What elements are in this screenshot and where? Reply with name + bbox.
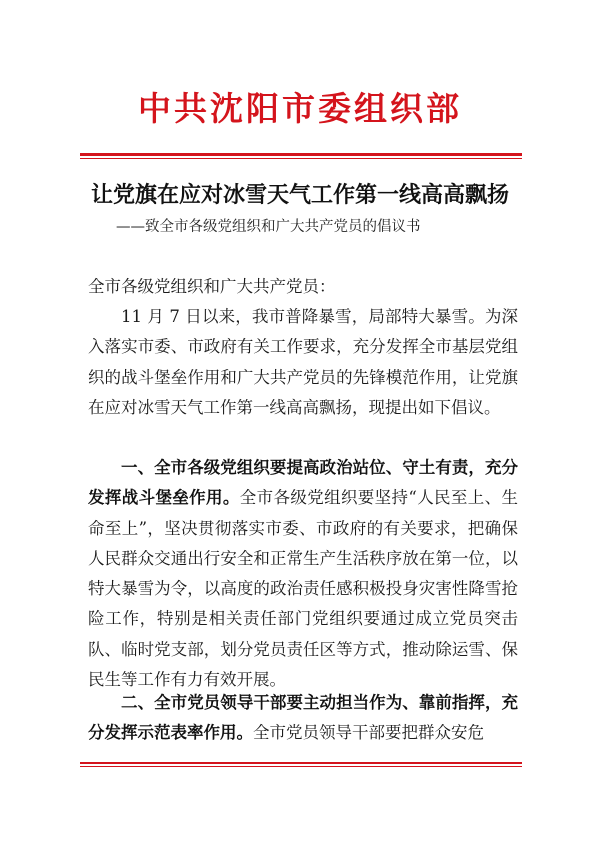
paragraph-1-text: 11 月 7 日以来，我市普降暴雪，局部特大暴雪。为深入落实市委、市政府有关工作要求，充分发挥全市基层党组织的战斗堡垒作用和广大共产党员的先锋模范作用，让党旗在应对冰雪天气工作第一线高高飘扬，现提出如下倡议。 [88,307,518,417]
paragraph-2-lead: 一、全市各级党组织要提高政治站位、守土有责，充分发挥战斗堡垒作用。 [88,458,518,508]
footer-red-rule-thick [80,762,522,764]
paragraph-3 [88,688,518,749]
document-subtitle: ——致全市各级党组织和广大共产党员的倡议书 [116,219,421,235]
footer-red-rule-thin [80,766,522,767]
paragraph-2 [88,453,518,695]
paragraph-3-lead: 二、全市党员领导干部要主动担当作为、靠前指挥，充分发挥示范表率作用。 [88,693,518,743]
paragraph-1 [88,302,518,423]
organization-header: 中共沈阳市委组织部 [138,89,462,128]
document-title: 让党旗在应对冰雪天气工作第一线高高飘扬 [90,182,509,208]
salutation: 全市各级党组织和广大共产党员： [88,277,336,296]
header-red-rule-thin [80,158,522,159]
paragraph-3-text: 全市党员领导干部要把群众安危 [253,723,484,743]
header-red-rule-thick [80,153,522,156]
paragraph-2-text: 全市各级党组织要坚持“人民至上、生命至上”，坚决贯彻落实市委、市政府的有关要求，把确保人民群众交通出行安全和正常生产生活秩序放在第一位，以特大暴雪为令，以高度的政治责任感积极投身灾害性降雪抢险工作，特别是相关责任部门党组织要通过成立党员突击队、临时党支部，划分党员责任区等方式，推动除运雪、保民生等工作有力有效开展。 [88,488,519,690]
